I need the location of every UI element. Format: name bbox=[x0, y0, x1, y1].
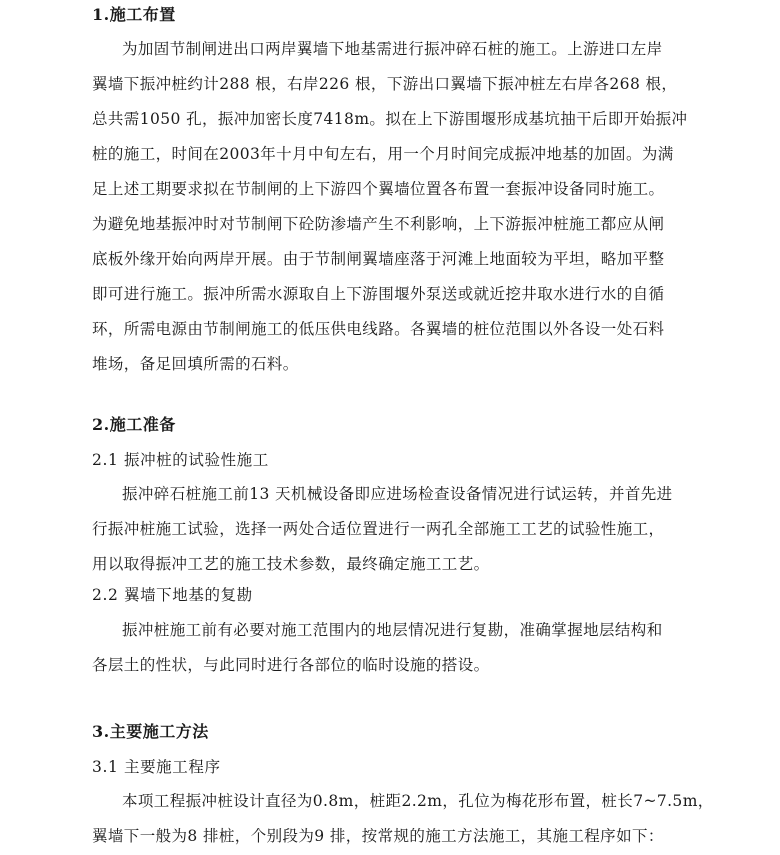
paragraph-line: 翼墙下振冲桩约计288 根，右岸226 根，下游出口翼墙下振冲桩左右岸各268 根， bbox=[92, 75, 678, 93]
subsection-2-2-title: 2.2 翼墙下地基的复勘 bbox=[92, 586, 253, 604]
paragraph-line: 底板外缘开始向两岸开展。由于节制闸翼墙座落于河滩上地面较为平坦，略加平整 bbox=[92, 250, 665, 268]
section-1-paragraph bbox=[92, 32, 732, 382]
paragraph-line: 翼墙下一般为8 排桩，个别段为9 排，按常规的施工方法施工，其施工程序如下： bbox=[92, 827, 664, 845]
subsection-2-1-title: 2.1 振冲桩的试验性施工 bbox=[92, 451, 269, 469]
paragraph-line: 为加固节制闸进出口两岸翼墙下地基需进行振冲碎石桩的施工。上游进口左岸 bbox=[122, 40, 663, 58]
paragraph-line: 为避免地基振冲时对节制闸下砼防渗墙产生不利影响，上下游振冲桩施工都应从闸 bbox=[92, 215, 665, 233]
paragraph-line: 本项工程振冲桩设计直径为0.8m，桩距2.2m，孔位为梅花形布置，桩长7~7.5m， bbox=[122, 792, 714, 810]
section-1-heading: 1.施工布置 bbox=[92, 5, 176, 24]
section-2-heading: 2.施工准备 bbox=[92, 415, 176, 434]
paragraph-line: 堆场，备足回填所需的石料。 bbox=[92, 355, 299, 373]
paragraph-line: 环，所需电源由节制闸施工的低压供电线路。各翼墙的桩位范围以外各设一处石料 bbox=[92, 320, 665, 338]
paragraph-line: 振冲碎石桩施工前13 天机械设备即应进场检查设备情况进行试运转，并首先进 bbox=[122, 485, 673, 503]
section-3-heading: 3.主要施工方法 bbox=[92, 722, 209, 741]
paragraph-line: 足上述工期要求拟在节制闸的上下游四个翼墙位置各布置一套振冲设备同时施工。 bbox=[92, 180, 665, 198]
paragraph-line: 各层土的性状，与此同时进行各部位的临时设施的搭设。 bbox=[92, 656, 490, 674]
paragraph-line: 桩的施工，时间在2003年十月中旬左右，用一个月时间完成振冲地基的加固。为满 bbox=[92, 145, 674, 163]
subsection-2-2-paragraph bbox=[92, 613, 732, 683]
paragraph-line: 即可进行施工。振冲所需水源取自上下游围堰外泵送或就近挖井取水进行水的自循 bbox=[92, 285, 665, 303]
paragraph-line: 行振冲桩施工试验，选择一两处合适位置进行一两孔全部施工工艺的试验性施工， bbox=[92, 520, 665, 538]
paragraph-line: 总共需1050 孔，振冲加密长度7418m。拟在上下游围堰形成基坑抽干后即开始振冲 bbox=[92, 110, 688, 128]
subsection-3-1-paragraph bbox=[92, 784, 732, 854]
paragraph-line: 振冲桩施工前有必要对施工范围内的地层情况进行复勘，准确掌握地层结构和 bbox=[122, 621, 663, 639]
paragraph-line: 用以取得振冲工艺的施工技术参数，最终确定施工工艺。 bbox=[92, 555, 490, 573]
subsection-3-1-title: 3.1 主要施工程序 bbox=[92, 758, 221, 776]
subsection-2-1-paragraph bbox=[92, 477, 732, 582]
